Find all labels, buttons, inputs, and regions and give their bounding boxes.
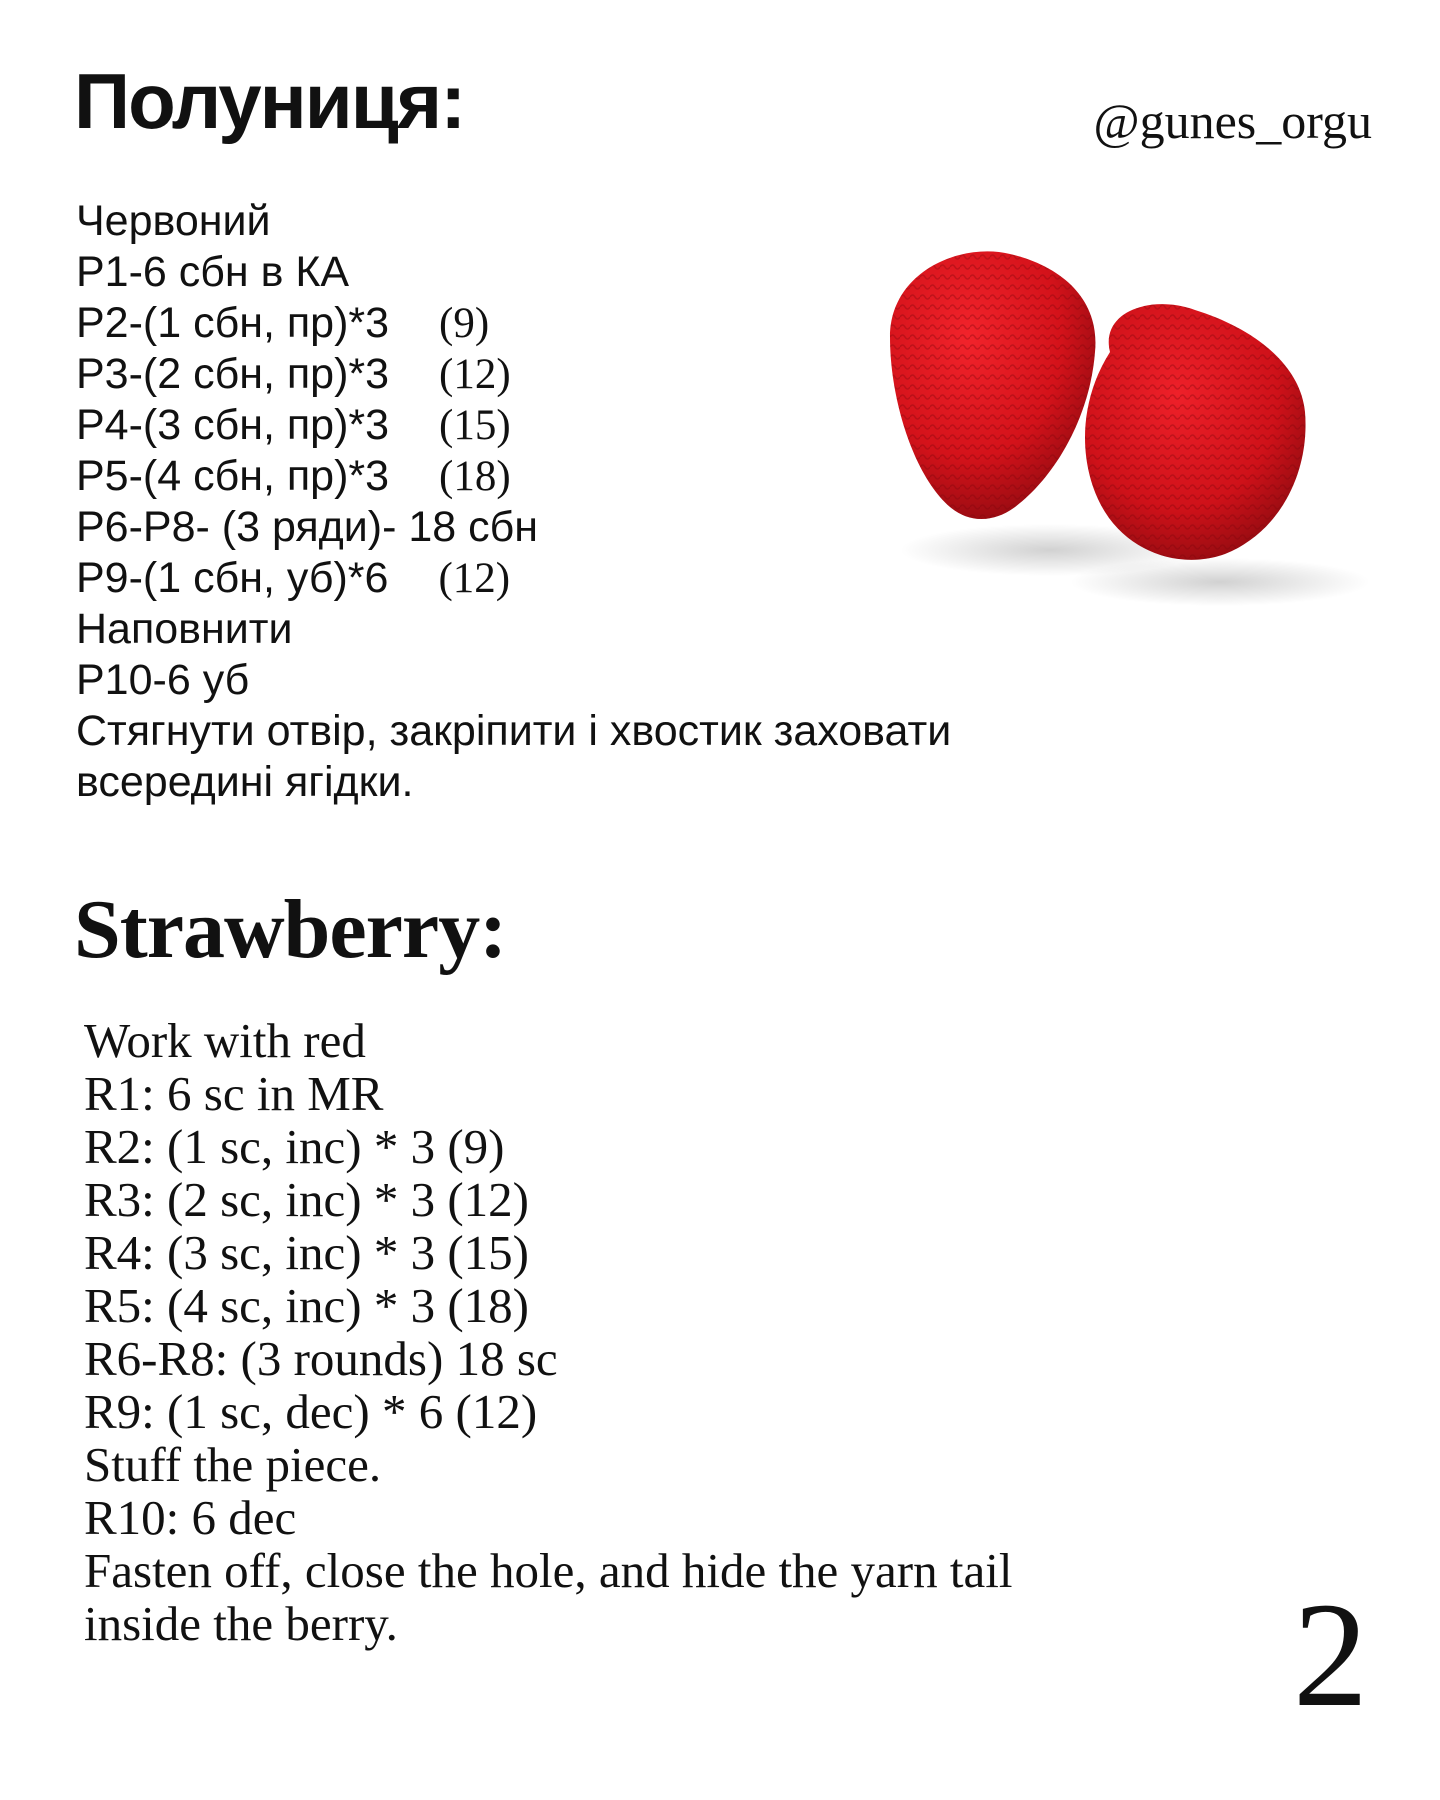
pattern-line: Р4-(3 сбн, пр)*3 (15) — [76, 401, 511, 449]
page-number: 2 — [1293, 1572, 1368, 1738]
strawberry-left — [890, 251, 1095, 519]
english-title: Strawberry: — [74, 883, 507, 976]
pattern-line: Р6-Р8- (3 ряди)- 18 сбн — [76, 503, 539, 551]
pattern-line: R4: (3 sc, inc) * 3 (15) — [84, 1225, 529, 1280]
pattern-line: R9: (1 sc, dec) * 6 (12) — [84, 1384, 538, 1439]
pattern-line: Червоний — [76, 197, 271, 245]
pattern-line: Stuff the piece. — [84, 1437, 382, 1492]
berry-shadow — [1070, 558, 1370, 606]
stitch-count: (9) — [439, 300, 490, 347]
pattern-line: Work with red — [84, 1013, 366, 1068]
pattern-line: R6-R8: (3 rounds) 18 sc — [84, 1331, 558, 1386]
pattern-line: Р9-(1 сбн, уб)*6 (12) — [76, 554, 511, 602]
pattern-line: Р10-6 уб — [76, 656, 250, 704]
pattern-line: inside the berry. — [84, 1596, 398, 1651]
author-handle: @gunes_orgu — [1093, 93, 1372, 149]
pattern-line: всередині ягідки. — [76, 758, 414, 806]
stitch-count: (18) — [439, 453, 511, 500]
crochet-strawberries-photo — [850, 232, 1370, 652]
pattern-line: Fasten off, close the hole, and hide the yarn tail — [84, 1543, 1013, 1598]
pattern-line: Р3-(2 сбн, пр)*3 (12) — [76, 350, 511, 398]
stitch-count: (12) — [438, 555, 511, 602]
stitch-count: (15) — [439, 402, 511, 449]
pattern-line: R1: 6 sc in MR — [84, 1066, 384, 1121]
pattern-line: R5: (4 sc, inc) * 3 (18) — [84, 1278, 529, 1333]
pattern-line: Наповнити — [76, 605, 293, 653]
english-pattern-list — [84, 1014, 1184, 1650]
strawberry-right — [1085, 304, 1306, 560]
pattern-line: Р2-(1 сбн, пр)*3 (9) — [76, 299, 490, 347]
pattern-line: R3: (2 sc, inc) * 3 (12) — [84, 1172, 529, 1227]
pattern-line: Р5-(4 сбн, пр)*3 (18) — [76, 452, 511, 500]
pattern-line: R2: (1 sc, inc) * 3 (9) — [84, 1119, 505, 1174]
pattern-line: R10: 6 dec — [84, 1490, 297, 1545]
stitch-count: (12) — [439, 351, 511, 398]
ukrainian-title: Полуниця: — [74, 57, 465, 145]
pattern-line: Стягнути отвір, закріпити і хвостик заховати — [76, 707, 952, 755]
pattern-line: Р1-6 сбн в КА — [76, 248, 350, 296]
